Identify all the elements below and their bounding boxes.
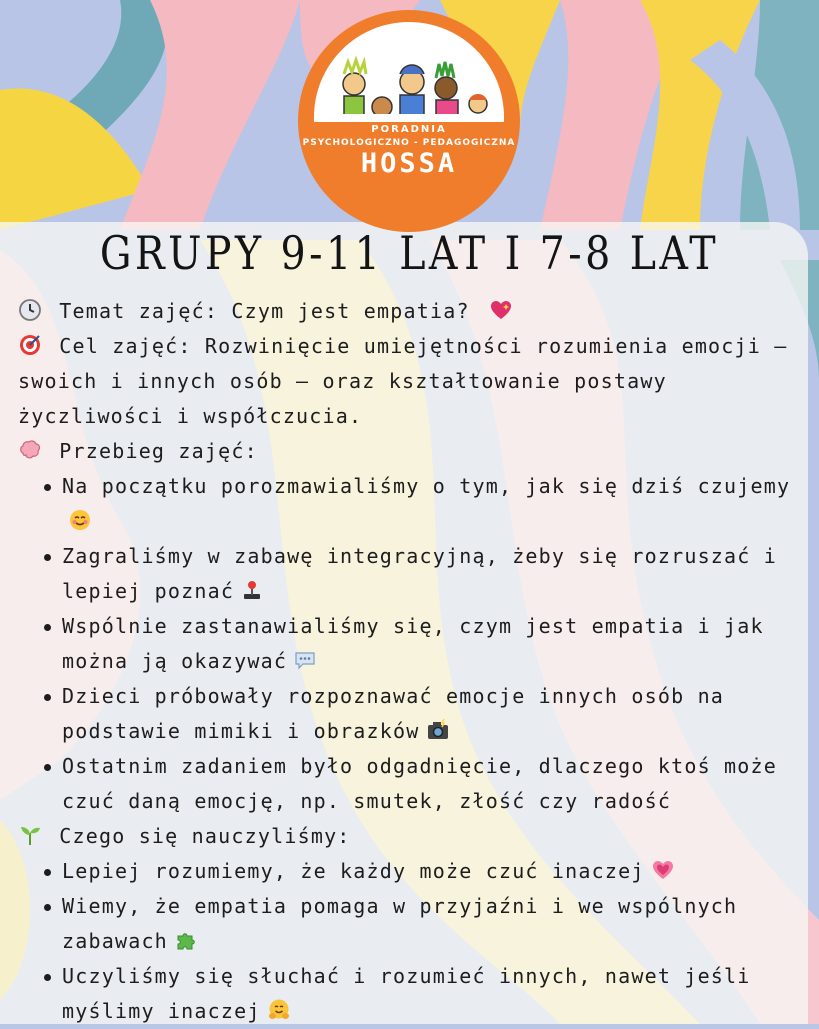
- hossa-logo: [298, 10, 520, 232]
- course-title: Przebieg zajęć:: [59, 439, 258, 463]
- list-item: Zagraliśmy w zabawę integracyjną, żeby się rozruszać i lepiej poznać: [62, 539, 808, 609]
- smiling-face-icon: [68, 508, 92, 532]
- sprout-icon: [18, 823, 42, 847]
- course-list: [18, 469, 808, 819]
- puzzle-piece-icon: [174, 928, 198, 952]
- list-item: Wiemy, że empatia pomaga w przyjaźni i we wspólnych zabawach: [62, 889, 808, 959]
- logo-name: HOSSA: [360, 148, 458, 179]
- page-heading: GRUPY 9-11 LAT I 7-8 LAT: [99, 226, 720, 280]
- list-item: Dzieci próbowały rozpoznawać emocje innych osób na podstawie mimiki i obrazków: [62, 679, 808, 749]
- list-item: Wspólnie zastanawialiśmy się, czym jest empatia i jak można ją okazywać: [62, 609, 808, 679]
- learned-title-line: [18, 819, 808, 854]
- logo-subtitle-top: PORADNIA: [371, 124, 447, 135]
- joystick-icon: [240, 578, 264, 602]
- topic-line: [18, 294, 808, 329]
- brain-icon: [18, 438, 42, 462]
- children-illustration-icon: [314, 22, 504, 122]
- logo-illustration-area: [314, 22, 504, 122]
- logo-subtitle-bottom: PSYCHOLOGICZNO - PEDAGOGICZNA: [302, 138, 516, 148]
- learned-title: Czego się nauczyliśmy:: [59, 824, 351, 848]
- camera-flash-icon: [426, 718, 450, 742]
- learned-list: [18, 854, 808, 1029]
- list-item: Na początku porozmawialiśmy o tym, jak się dziś czujemy: [62, 469, 808, 539]
- sparkling-heart-icon: [489, 298, 513, 322]
- list-item: Lepiej rozumiemy, że każdy może czuć inaczej: [62, 854, 808, 889]
- list-item: Ostatnim zadaniem było odgadnięcie, dlaczego ktoś może czuć daną emocję, np. smutek, złość czy radość: [62, 749, 808, 819]
- goal-text: Cel zajęć: Rozwinięcie umiejętności rozumienia emocji – swoich i innych osób – oraz kształtowanie postawy życzliwości i współczucia.: [18, 334, 788, 428]
- course-title-line: [18, 434, 808, 469]
- content-body: [18, 294, 808, 1029]
- hugging-face-icon: [267, 998, 291, 1022]
- target-icon: [18, 333, 42, 357]
- list-item: Uczyliśmy się słuchać i rozumieć innych, nawet jeśli myślimy inaczej: [62, 959, 808, 1029]
- clock-icon: [18, 298, 42, 322]
- goal-line: [18, 329, 808, 434]
- speech-bubble-icon: [293, 648, 317, 672]
- topic-text: Temat zajęć: Czym jest empatia?: [59, 299, 470, 323]
- growing-heart-icon: [651, 858, 675, 882]
